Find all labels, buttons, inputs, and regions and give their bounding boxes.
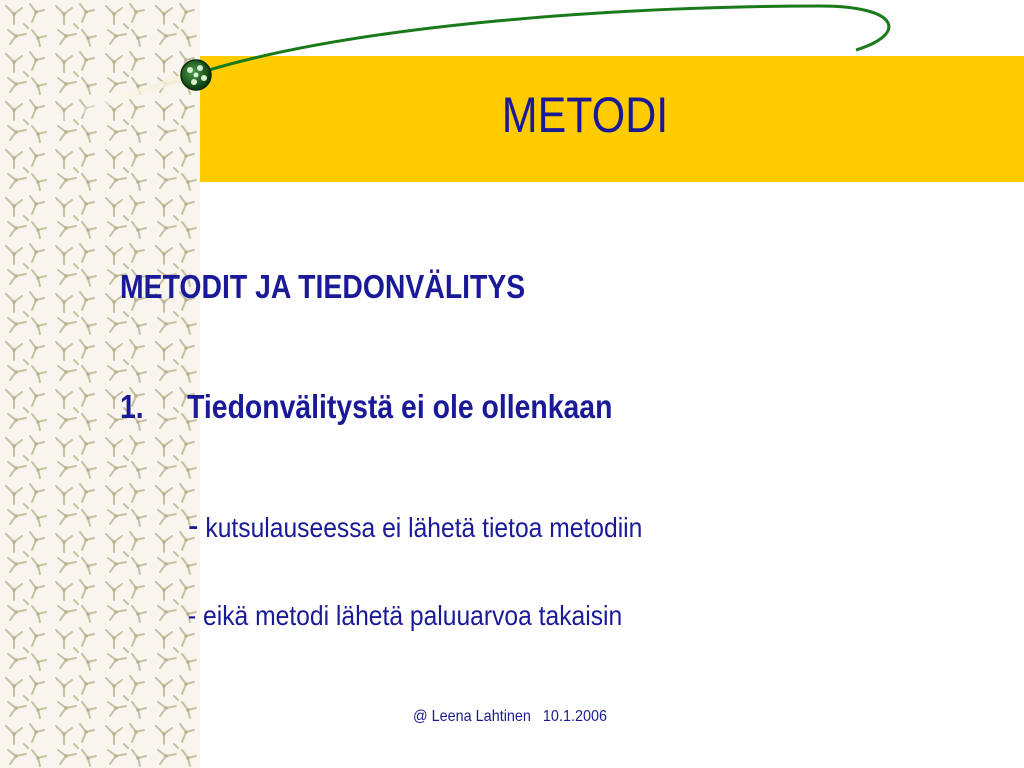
section-heading: METODIT JA TIEDONVÄLITYS <box>120 268 526 305</box>
slide-title: METODI <box>501 87 669 143</box>
item-number: 1. <box>120 388 144 425</box>
numbered-item <box>120 388 612 426</box>
sub-item-dash: - <box>188 504 199 545</box>
sub-item <box>188 600 622 632</box>
sub-item-text: kutsulauseessa ei lähetä tietoa metodiin <box>198 512 643 543</box>
slide-footer: @ Leena Lahtinen 10.1.2006 <box>413 708 607 725</box>
sub-item-text: eikä metodi lähetä paluuarvoa takaisin <box>196 600 623 631</box>
item-text: Tiedonvälitystä ei ole ollenkaan <box>187 388 613 425</box>
sub-item <box>188 504 642 546</box>
molecule-ball-icon <box>181 60 211 90</box>
sub-item-dash: - <box>188 600 197 631</box>
